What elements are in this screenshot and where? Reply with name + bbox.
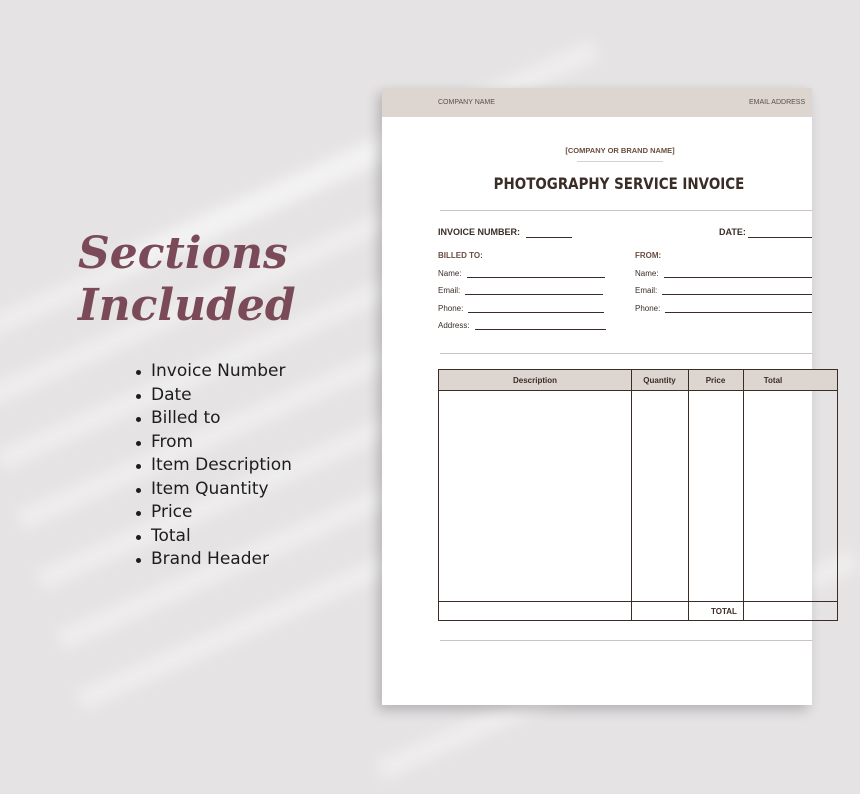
sections-heading [78,228,296,332]
invoice-document [382,88,812,705]
list-item: Item Description [136,454,292,478]
from-phone-label: Phone: [635,304,661,313]
column-header-price: Price [705,376,726,385]
list-item: Brand Header [136,548,292,572]
from-phone-line [665,312,812,313]
billed-phone-line [468,312,604,313]
list-item: Invoice Number [136,360,292,384]
list-item: Billed to [136,407,292,431]
billed-phone-label: Phone: [438,304,464,313]
column-header-quantity: Quantity [643,376,676,385]
divider [440,210,812,211]
invoice-number-label: INVOICE NUMBER: [438,227,521,237]
from-label: FROM: [635,251,662,260]
date-line [748,237,812,238]
billed-email-line [465,294,603,295]
sections-list [136,360,292,572]
column-header-description: Description [512,376,557,385]
billed-name-label: Name: [438,269,462,278]
invoice-title: PHOTOGRAPHY SERVICE INVOICE [493,174,745,193]
billed-to-label: BILLED TO: [438,251,483,260]
heading-line-1: Sections [78,228,288,279]
column-divider [743,370,744,620]
topbar-email-address: EMAIL ADDRESS [749,99,806,106]
list-item: Price [136,501,292,525]
brand-name-placeholder: [COMPANY OR BRAND NAME] [565,146,675,155]
heading-line-2: Included [78,280,296,331]
list-item: Item Quantity [136,478,292,502]
from-email-label: Email: [635,286,658,295]
billed-email-label: Email: [438,286,461,295]
invoice-number-line [526,237,572,238]
column-header-total: Total [763,376,783,385]
from-name-label: Name: [635,269,659,278]
divider [440,353,812,354]
date-label: DATE: [719,227,746,237]
column-divider [631,370,632,620]
list-item: Total [136,525,292,549]
billed-address-label: Address: [438,321,470,330]
invoice-top-bar [382,88,812,117]
list-item: From [136,431,292,455]
table-header-row [439,370,837,391]
billed-address-line [475,329,606,330]
billed-name-line [467,277,605,278]
list-item: Date [136,384,292,408]
table-footer-line [439,601,837,602]
brand-divider [577,161,663,162]
from-email-line [662,294,812,295]
items-table [438,369,838,621]
column-divider [688,370,689,620]
table-total-label: TOTAL [711,607,737,616]
divider [440,640,812,641]
topbar-company-name: COMPANY NAME [438,99,495,106]
from-name-line [664,277,812,278]
